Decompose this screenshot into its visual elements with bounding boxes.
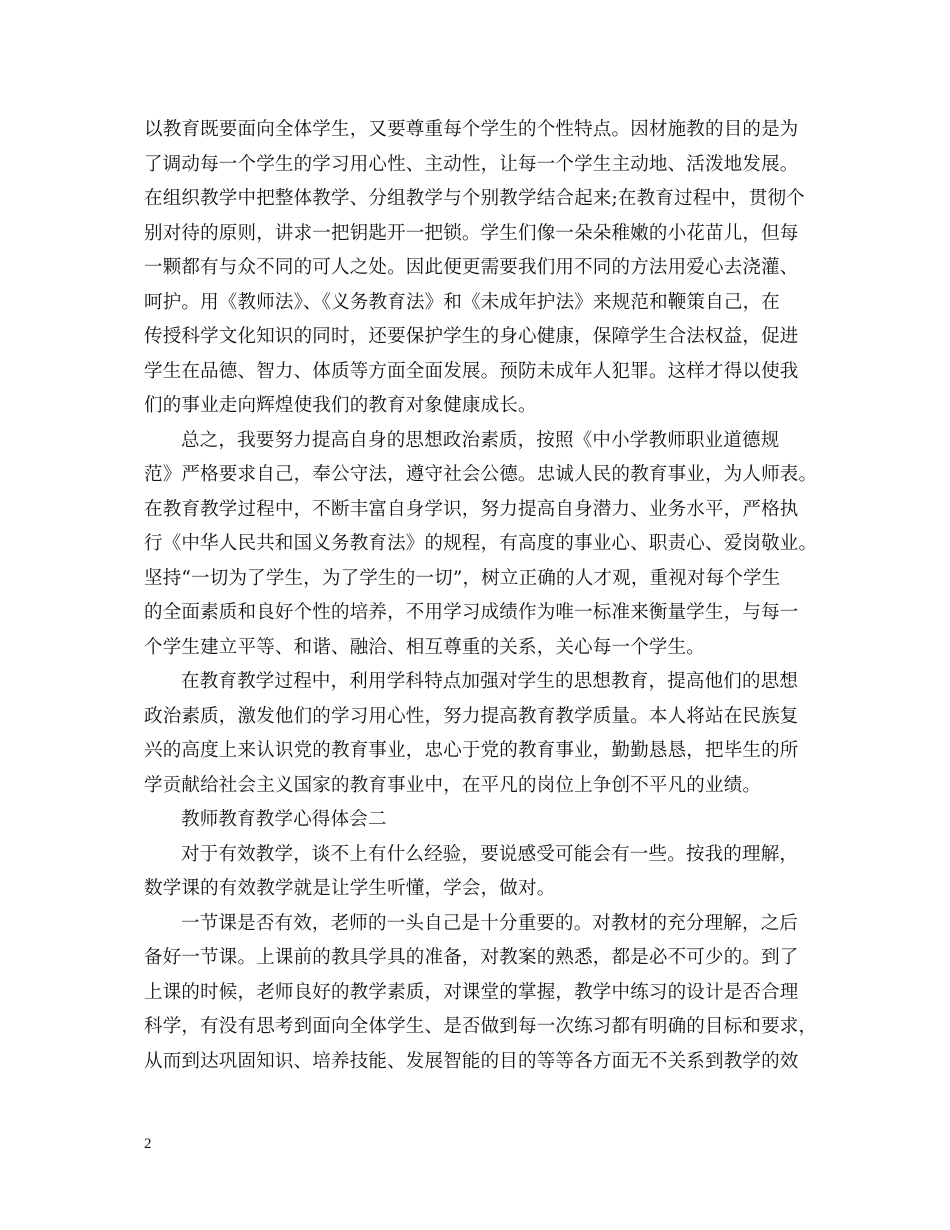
text-line: 在组织教学中把整体教学、分组教学与个别教学结合起来;在教育过程中，贯彻个 — [144, 188, 805, 209]
text-line: 一节课是否有效，老师的一头自己是十分重要的。对教材的充分理解，之后 — [181, 912, 799, 934]
text-line: 兴的高度上来认识党的教育事业，忠心于党的教育事业，勤勤恳恳，把毕生的所 — [144, 740, 799, 761]
text-line: 一颗都有与众不同的可人之处。因此便更需要我们用不同的方法用爱心去浇灌、 — [144, 257, 799, 278]
text-line: 政治素质，激发他们的学习用心性，努力提高教育教学质量。本人将站在民族复 — [144, 705, 799, 727]
text-line: 坚持“一切为了学生，为了学生的一切”，树立正确的人才观，重视对每个学生 — [144, 567, 781, 589]
text-line: 学贡献给社会主义国家的教育事业中，在平凡的岗位上争创不平凡的业绩。 — [144, 774, 762, 796]
text-line: 在教育教学过程中，利用学科特点加强对学生的思想教育，提高他们的思想 — [181, 671, 799, 692]
text-line: 数学课的有效教学就是让学生听懂，学会，做对。 — [144, 878, 556, 899]
text-line: 呵护。用《教师法》、《义务教育法》和《未成年护法》来规范和鞭策自己，在 — [144, 291, 781, 313]
text-line: 行《中华人民共和国义务教育法》的规程，有高度的事业心、职责心、爱岗敬业。 — [144, 533, 818, 554]
text-line: 别对待的原则，讲求一把钥匙开一把锁。学生们像一朵朵稚嫩的小花苗儿，但每 — [144, 222, 799, 244]
text-line: 学生在品德、智力、体质等方面全面发展。预防未成年人犯罪。这样才得以使我 — [144, 360, 799, 382]
text-line: 上课的时候，老师良好的教学素质，对课堂的掌握，教学中练习的设计是否合理 — [144, 981, 799, 1003]
text-line: 总之，我要努力提高自身的思想政治素质，按照《中小学教师职业道德规 — [181, 429, 780, 451]
text-line: 们的事业走向辉煌使我们的教育对象健康成长。 — [144, 395, 537, 416]
document-body — [144, 113, 824, 1079]
text-line: 教师教育教学心得体会二 — [181, 809, 387, 830]
text-line: 个学生建立平等、和谐、融洽、相互尊重的关系，关心每一个学生。 — [144, 636, 706, 658]
text-line: 的全面素质和良好个性的培养，不用学习成绩作为唯一标准来衡量学生，与每一 — [144, 602, 799, 623]
text-line: 传授科学文化知识的同时，还要保护学生的身心健康，保障学生合法权益，促进 — [144, 326, 799, 347]
text-line: 备好一节课。上课前的教具学具的准备，对教案的熟悉，都是必不可少的。到了 — [144, 947, 799, 968]
text-line: 科学，有没有思考到面向全体学生、是否做到每一次练习都有明确的目标和要求， — [144, 1016, 818, 1037]
text-line: 从而到达巩固知识、培养技能、发展智能的目的等等各方面无不关系到教学的效 — [144, 1050, 799, 1072]
text-line: 了调动每一个学生的学习用心性、主动性，让每一个学生主动地、活泼地发展。 — [144, 153, 799, 175]
text-line: 在教育教学过程中，不断丰富自身学识，努力提高自身潜力、业务水平，严格执 — [144, 498, 799, 520]
text-line: 范》严格要求自己，奉公守法，遵守社会公德。忠诚人民的教育事业，为人师表。 — [144, 464, 818, 485]
page-number: 2 — [144, 1136, 152, 1152]
text-line: 以教育既要面向全体学生，又要尊重每个学生的个性特点。因材施教的目的是为 — [144, 119, 799, 140]
text-line: 对于有效教学，谈不上有什么经验，要说感受可能会有一些。按我的理解， — [181, 843, 799, 865]
